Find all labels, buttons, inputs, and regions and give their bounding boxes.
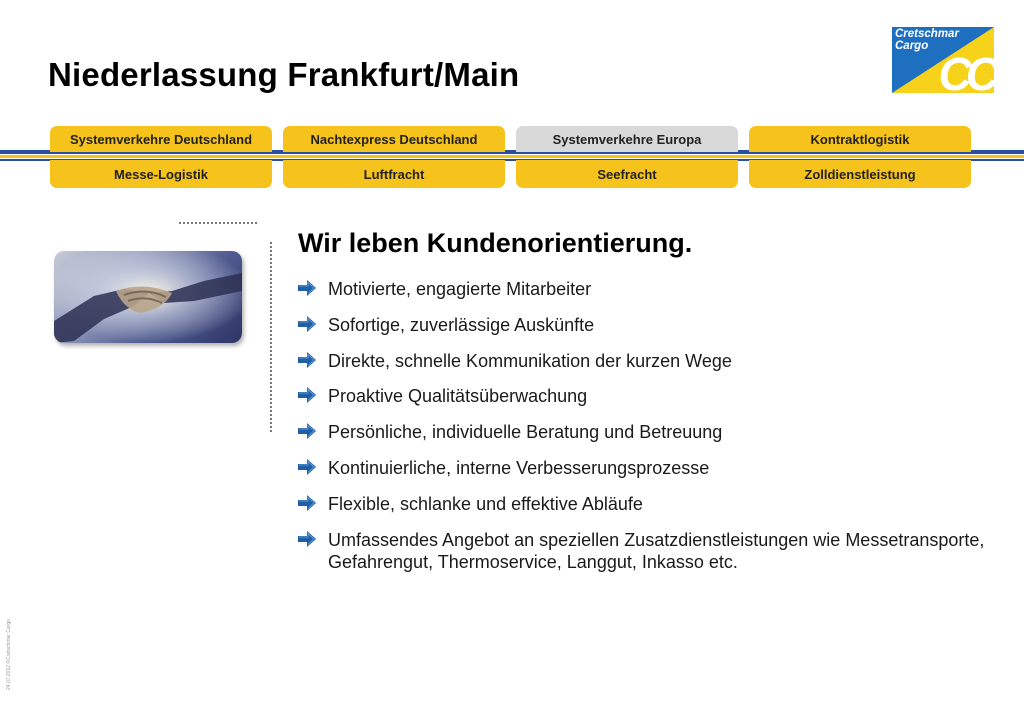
- list-item: [298, 529, 998, 573]
- page-title: Niederlassung Frankfurt/Main: [48, 56, 520, 93]
- nav-tab-systemverkehre-deutschland[interactable]: Systemverkehre Deutschland: [50, 126, 272, 152]
- list-item-text: Direkte, schnelle Kommunikation der kurzen Wege: [328, 350, 732, 371]
- list-item-text: Umfassendes Angebot an speziellen Zusatzdienstleistungen wie Messetransporte, Gefahrengut, Thermoservice, Langgut, Inkasso etc.: [328, 529, 985, 572]
- dotted-divider-horizontal: [179, 222, 257, 224]
- vertical-footnote: 24.07.2012 ©Cretschmar Cargo: [6, 619, 12, 690]
- nav-tab-seefracht[interactable]: Seefracht: [516, 160, 738, 188]
- arrow-right-icon: [298, 423, 316, 439]
- arrow-right-icon: [298, 352, 316, 368]
- dotted-divider-vertical: [270, 242, 272, 432]
- nav-tab-kontraktlogistik[interactable]: Kontraktlogistik: [749, 126, 971, 152]
- list-item-text: Proaktive Qualitätsüberwachung: [328, 386, 588, 407]
- arrow-right-icon: [298, 459, 316, 475]
- nav-tab-messe-logistik[interactable]: Messe-Logistik: [50, 160, 272, 188]
- list-item: [298, 493, 998, 515]
- nav-tab-systemverkehre-europa[interactable]: Systemverkehre Europa: [516, 126, 738, 152]
- arrow-right-icon: [298, 495, 316, 511]
- company-logo[interactable]: [892, 27, 994, 93]
- list-item: [298, 278, 998, 300]
- arrow-right-icon: [298, 316, 316, 332]
- arrow-right-icon: [298, 280, 316, 296]
- logo-mark: CC: [938, 48, 993, 93]
- nav-band-yellow: [0, 155, 1024, 158]
- arrow-right-icon: [298, 387, 316, 403]
- arrow-right-icon: [298, 531, 316, 547]
- nav-tab-nachtexpress-deutschland[interactable]: Nachtexpress Deutschland: [283, 126, 505, 152]
- feature-list: [298, 278, 998, 586]
- list-item-text: Persönliche, individuelle Beratung und Betreuung: [328, 422, 723, 443]
- handshake-image: [54, 251, 242, 343]
- list-item-text: Flexible, schlanke und effektive Abläufe: [328, 493, 643, 514]
- list-item: [298, 350, 998, 372]
- list-item: [298, 457, 998, 479]
- list-item: [298, 385, 998, 407]
- handshake-icon: [54, 251, 242, 343]
- section-heading: Wir leben Kundenorientierung.: [298, 228, 693, 258]
- list-item-text: Kontinuierliche, interne Verbesserungsprozesse: [328, 457, 710, 478]
- list-item: [298, 314, 998, 336]
- list-item-text: Motivierte, engagierte Mitarbeiter: [328, 279, 592, 299]
- list-item-text: Sofortige, zuverlässige Auskünfte: [328, 314, 595, 335]
- nav-tab-zolldienstleistung[interactable]: Zolldienstleistung: [749, 160, 971, 188]
- nav-tab-luftfracht[interactable]: Luftfracht: [283, 160, 505, 188]
- logo-text: Cretschmar Cargo: [895, 28, 959, 52]
- list-item: [298, 421, 998, 443]
